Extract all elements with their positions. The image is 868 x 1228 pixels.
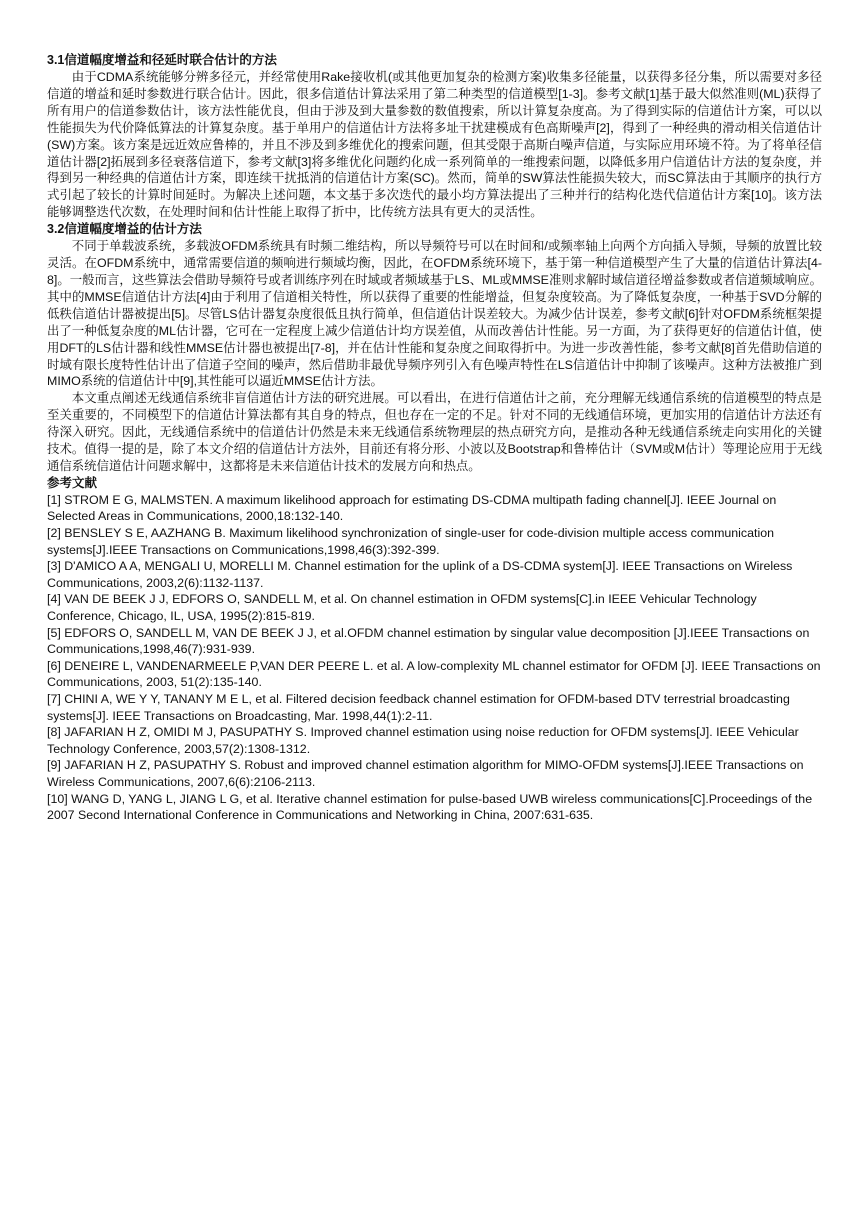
references-section: [47, 475, 822, 824]
reference-item: [2] BENSLEY S E, AAZHANG B. Maximum likelihood synchronization of single-user for code-division multiple access communication systems[J].IEEE Transactions on Communications,1998,46(3):392-399.: [47, 526, 774, 557]
reference-list: [47, 492, 822, 824]
reference-item: [5] EDFORS O, SANDELL M, VAN DE BEEK J J, et al.OFDM channel estimation by singular value decomposition [J].IEEE Transactions on Communications,1998,46(7):931-939.: [47, 625, 810, 657]
reference-item: [8] JAFARIAN H Z, OMIDI M J, PASUPATHY S. Improved channel estimation using noise reduction for OFDM systems[J]. IEEE Vehicular Technology Conference, 2003,57(2):1308-1312.: [47, 725, 799, 756]
section-3-2: [47, 221, 822, 475]
paragraph: 由于CDMA系统能够分辨多径元，并经常使用Rake接收机(或其他更加复杂的检测方案)收集多径能量，以获得多径分集，所以需要对多径信道的增益和延时参数进行联合估计。因此，很多信道估计算法采用了第二种类型的信道模型[1-3]。参考文献[1]基于最大似然准则(ML)获得了所有用户的信道参数估计，该方法性能优良，但由于涉及到大量参数的数值搜索，所以计算复杂度高。为了得到实际的信道估计方案，可以以性能损失为代价降低算法的计算复杂度。基于单用户的信道估计方法将多址干扰建模成有色高斯噪声[2]，得到了一种经典的滑动相关信道估计(SW)方案。该方案是远近效应鲁棒的，并且不涉及到多维优化的搜索问题，但其受限于高斯白噪声信道，与实际应用环境不符。为了将单径信道估计器[2]拓展到多径衰落信道下，参考文献[3]将多维优化问题约化成一系列简单的一维搜索问题，以降低多用户信道估计方法的复杂度，并得到另一种经典的信道估计方案，即连续干扰抵消的信道估计方案(SC)。然而，简单的SW算法性能损失较大，而SC算法由于其顺序的执行方式引起了较长的计算时间延时。为解决上述问题，本文基于多次迭代的最小均方算法提出了三种并行的结构化迭代信道估计方案[10]。该方法能够调整迭代次数，在处理时间和估计性能上取得了折中，比传统方法具有更大的灵活性。: [47, 70, 822, 220]
document-page: [47, 52, 822, 824]
reference-item: [10] WANG D, YANG L, JIANG L G, et al. Iterative channel estimation for pulse-based UWB wireless communications[C].Proceedings of the 2007 Second International Conference in Communications and Networking in China, 2007:631-635.: [47, 791, 813, 823]
reference-item: [6] DENEIRE L, VANDENARMEELE P,VAN DER PEERE L. et al. A low-complexity ML channel estimator for OFDM [J]. IEEE Transactions on Communications, 2003, 51(2):135-140.: [47, 658, 821, 690]
paragraph: 本文重点阐述无线通信系统非盲信道估计方法的研究进展。可以看出，在进行信道估计之前，充分理解无线通信系统的信道模型的特点是至关重要的，不同模型下的信道估计算法都有其自身的特点，但也存在一定的不足。针对不同的无线通信环境，更加实用的信道估计方法还有待深入研究。因此，无线通信系统中的信道估计仍然是未来无线通信系统物理层的热点研究方向，是推动各种无线通信系统走向实用化的关键技术。值得一提的是，除了本文介绍的信道估计方法外，目前还有将分形、小波以及Bootstrap和鲁棒估计（SVM或M估计）等理论应用于无线通信系统信道估计问题求解中，这都将是未来信道估计技术的发展方向和热点。: [47, 391, 822, 473]
reference-item: [4] VAN DE BEEK J J, EDFORS O, SANDELL M, et al. On channel estimation in OFDM systems[C].in IEEE Vehicular Technology Conference, Chicago, IL, USA, 1995(2):815-819.: [47, 592, 757, 623]
reference-item: [9] JAFARIAN H Z, PASUPATHY S. Robust and improved channel estimation algorithm for MIMO-OFDM systems[J].IEEE Transactions on Wireless Communications, 2007,6(6):2106-2113.: [47, 758, 804, 789]
section-heading: 3.2信道幅度增益的估计方法: [47, 222, 202, 237]
reference-item: [3] D'AMICO A A, MENGALI U, MORELLI M. Channel estimation for the uplink of a DS-CDMA system[J]. IEEE Transactions on Wireless Communications, 2003,2(6):1132-1137.: [47, 559, 793, 590]
section-3-1: [47, 52, 822, 221]
references-heading: 参考文献: [47, 475, 98, 490]
section-heading: 3.1信道幅度增益和径延时联合估计的方法: [47, 53, 277, 67]
reference-item: [7] CHINI A, WE Y Y, TANANY M E L, et al. Filtered decision feedback channel estimation for OFDM-based DTV terrestrial broadcasting systems[J]. IEEE Transactions on Broadcasting, Mar. 1998,44(1):2-11.: [47, 691, 790, 723]
reference-item: [1] STROM E G, MALMSTEN. A maximum likelihood approach for estimating DS-CDMA multipath fading channel[J]. IEEE Journal on Selected Areas in Communications, 2000,18:132-140.: [47, 492, 777, 524]
paragraph: 不同于单载波系统，多载波OFDM系统具有时频二维结构，所以导频符号可以在时间和/或频率轴上向两个方向插入导频，导频的放置比较灵活。在OFDM系统中，通常需要信道的频响进行频域均衡，因此，在OFDM系统环境下，基于第一种信道模型产生了大量的信道估计算法[4-8]。一般而言，这些算法会借助导频符号或者训练序列在时域或者频域基于LS、ML或MMSE准则求解时域信道径增益参数或者信道频域响应。其中的MMSE信道估计方法[4]由于利用了信道相关特性，所以获得了重要的性能增益，但复杂度较高。为了降低复杂度，一种基于SVD分解的低秩信道估计器被提出[5]。尽管LS估计器复杂度很低且执行简单，但信道估计误差较大。为减少估计误差，参考文献[6]针对OFDM系统框架提出了一种低复杂度的ML估计器，它可在一定程度上减少信道估计均方误差值，从而改善估计性能。另一方面，为了获得更好的信道估计值，使用DFT的LS估计器和线性MMSE估计器也被提出[7-8]，并在估计性能和复杂度之间取得折中。为进一步改善性能，参考文献[8]首先借助信道的时域有限长度特性估计出了信道子空间的噪声，然后借助非最优导频序列引入有色噪声特性在LS信道估计中抑制了该噪声。这种方法被推广到MIMO系统的信道估计中[9],其性能可以逼近MMSE估计方法。: [47, 239, 822, 389]
